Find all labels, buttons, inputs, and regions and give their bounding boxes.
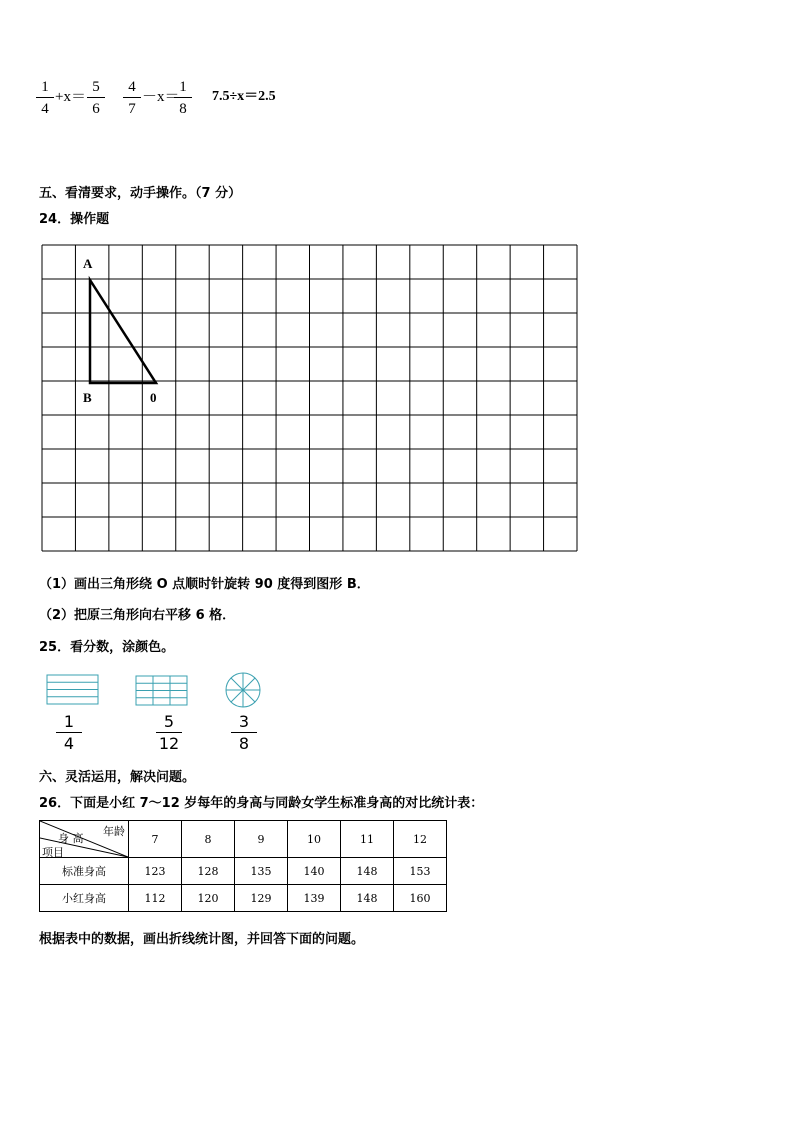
table-corner-header bbox=[40, 821, 129, 858]
fraction-bar bbox=[56, 732, 82, 733]
age-cell: 8 bbox=[182, 821, 235, 858]
table-row bbox=[40, 858, 447, 885]
fraction-bar bbox=[87, 97, 105, 98]
fraction-five-twelfths bbox=[156, 713, 182, 753]
equation1-operator: +x＝ bbox=[55, 89, 86, 105]
point-a-label: A bbox=[83, 256, 93, 271]
question26-title: 26．下面是小红 7～12 岁每年的身高与同龄女学生标准身高的对比统计表： bbox=[39, 796, 484, 811]
table-cell: 135 bbox=[235, 858, 288, 885]
row-label: 标准身高 bbox=[40, 858, 129, 885]
fraction-numerator: 5 bbox=[163, 712, 175, 731]
table-cell: 120 bbox=[182, 885, 235, 912]
fraction-numerator: 3 bbox=[238, 712, 250, 731]
point-b-label: B bbox=[83, 390, 92, 405]
equation1-fraction-left bbox=[36, 79, 54, 117]
header-age-label: 年龄 bbox=[103, 825, 125, 838]
table-header-row bbox=[40, 821, 447, 858]
fraction-denominator: 7 bbox=[128, 101, 136, 117]
fraction-bar bbox=[174, 97, 192, 98]
age-cell: 9 bbox=[235, 821, 288, 858]
table-cell: 139 bbox=[288, 885, 341, 912]
fraction-numerator: 4 bbox=[128, 79, 136, 95]
point-o-label: 0 bbox=[150, 390, 157, 405]
age-cell: 12 bbox=[394, 821, 447, 858]
table-row bbox=[40, 885, 447, 912]
age-cell: 10 bbox=[288, 821, 341, 858]
instruction-2: （2）把原三角形向右平移 6 格． bbox=[39, 608, 236, 623]
equation3: 7.5÷x＝2.5 bbox=[212, 89, 276, 104]
twelfths-rectangle[interactable] bbox=[135, 675, 189, 707]
height-comparison-table bbox=[39, 820, 447, 912]
fraction-denominator: 12 bbox=[158, 734, 180, 753]
table-cell: 160 bbox=[394, 885, 447, 912]
table-cell: 153 bbox=[394, 858, 447, 885]
fraction-bar bbox=[123, 97, 141, 98]
row-label: 小红身高 bbox=[40, 885, 129, 912]
question24-title: 24．操作题 bbox=[39, 212, 110, 227]
table-cell: 140 bbox=[288, 858, 341, 885]
equation1-fraction-right bbox=[87, 79, 105, 117]
quarter-rectangle[interactable] bbox=[46, 674, 100, 706]
fraction-bar bbox=[231, 732, 257, 733]
table-cell: 148 bbox=[341, 858, 394, 885]
fraction-numerator: 5 bbox=[92, 79, 100, 95]
fraction-numerator: 1 bbox=[41, 79, 49, 95]
eighths-circle[interactable] bbox=[224, 671, 262, 709]
fraction-denominator: 8 bbox=[238, 734, 250, 753]
table-cell: 128 bbox=[182, 858, 235, 885]
section6-heading: 六、灵活运用，解决问题。 bbox=[39, 770, 196, 785]
fraction-one-quarter bbox=[56, 713, 82, 753]
section5-heading: 五、看清要求，动手操作。（7 分） bbox=[39, 186, 242, 201]
header-height-label: 身 高 bbox=[58, 832, 84, 845]
equation2-fraction-left bbox=[123, 79, 141, 117]
closing-instruction: 根据表中的数据，画出折线统计图，并回答下面的问题。 bbox=[39, 932, 365, 947]
question25-title: 25．看分数，涂颜色。 bbox=[39, 640, 175, 655]
grid-lines bbox=[42, 245, 577, 551]
operation-grid bbox=[41, 244, 579, 554]
fraction-bar bbox=[36, 97, 54, 98]
fraction-numerator: 1 bbox=[179, 79, 187, 95]
fraction-numerator: 1 bbox=[63, 712, 75, 731]
age-cell: 7 bbox=[129, 821, 182, 858]
table-cell: 123 bbox=[129, 858, 182, 885]
fraction-denominator: 4 bbox=[41, 101, 49, 117]
fraction-denominator: 8 bbox=[179, 101, 187, 117]
fraction-three-eighths bbox=[231, 713, 257, 753]
table-cell: 112 bbox=[129, 885, 182, 912]
fraction-denominator: 4 bbox=[63, 734, 75, 753]
equation2-operator: －x＝ bbox=[142, 89, 180, 105]
fraction-bar bbox=[156, 732, 182, 733]
equation2-fraction-right bbox=[174, 79, 192, 117]
triangle-abo bbox=[90, 280, 156, 383]
age-cell: 11 bbox=[341, 821, 394, 858]
table-cell: 148 bbox=[341, 885, 394, 912]
table-cell: 129 bbox=[235, 885, 288, 912]
fraction-denominator: 6 bbox=[92, 101, 100, 117]
instruction-1: （1）画出三角形绕 O 点顺时针旋转 90 度得到图形 B． bbox=[39, 577, 370, 592]
header-item-label: 项目 bbox=[42, 846, 64, 859]
